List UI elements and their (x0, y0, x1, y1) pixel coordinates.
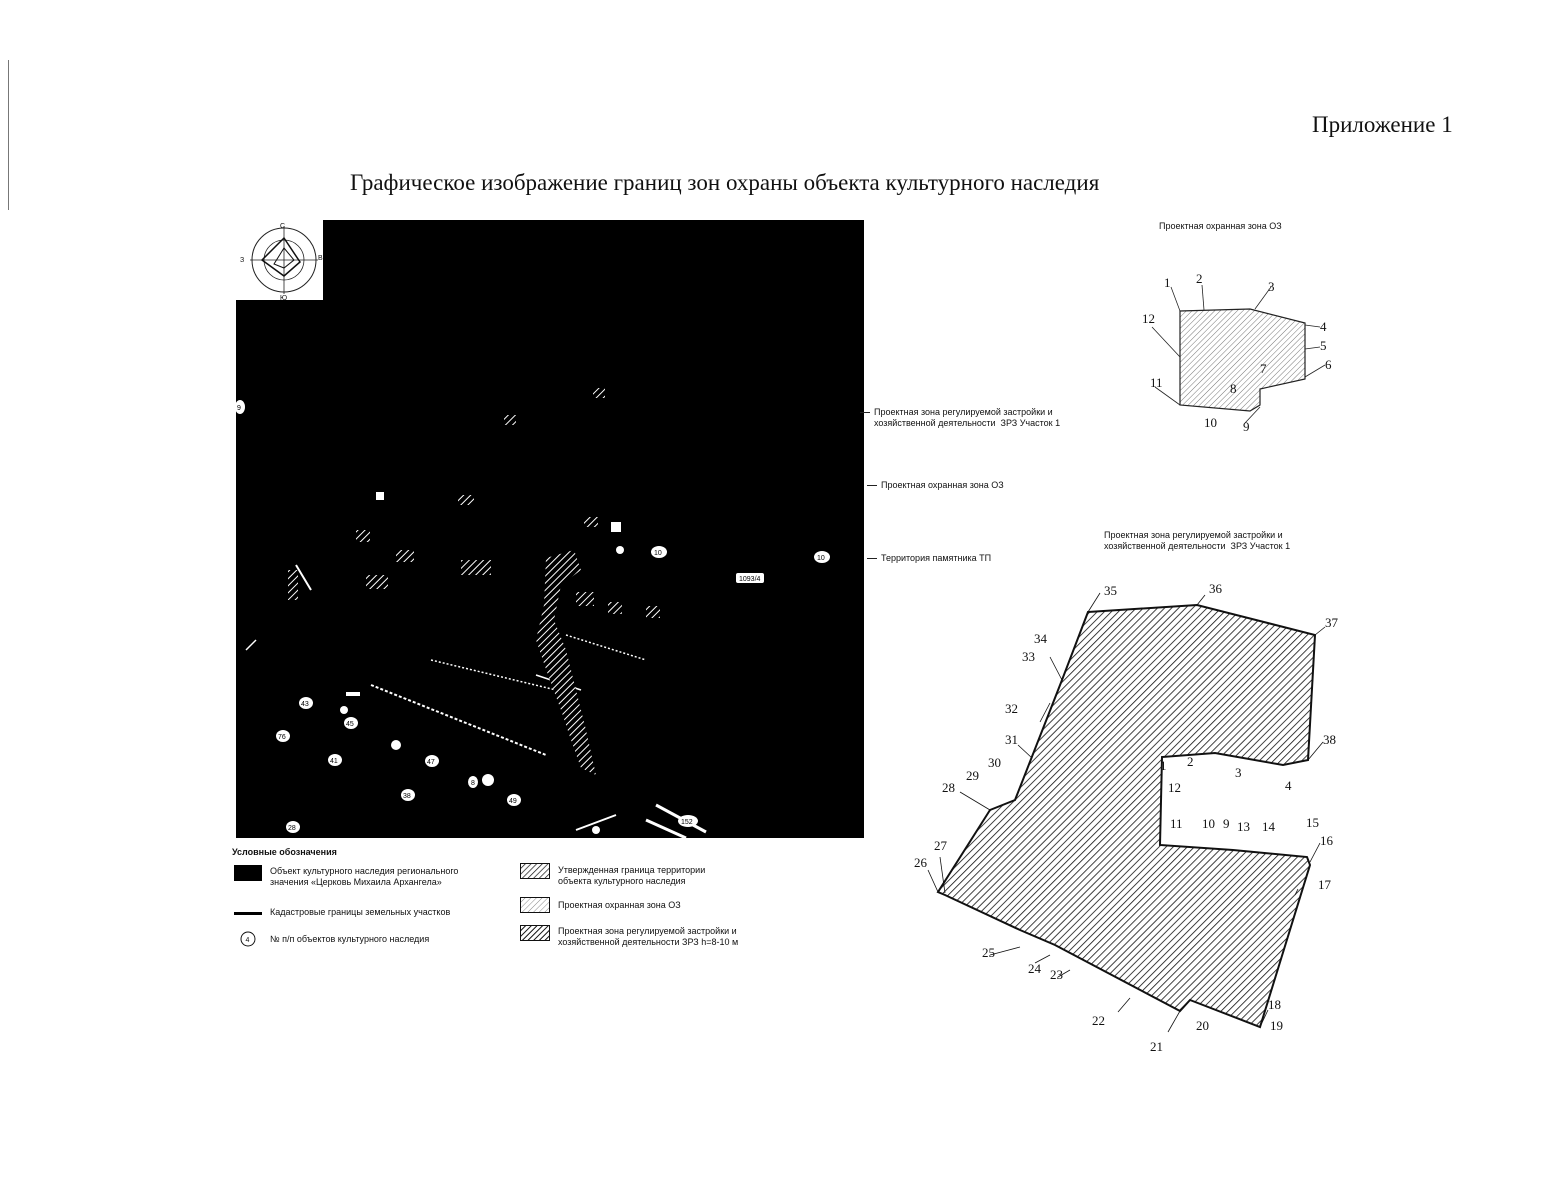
s1-point: 8 (1230, 381, 1237, 396)
s1-point: 4 (1320, 319, 1327, 334)
s2-point: 33 (1022, 649, 1035, 664)
page-title: Графическое изображение границ зон охраны объекта культурного наследия (350, 170, 1100, 195)
svg-text:45: 45 (346, 721, 354, 728)
callout-leader (860, 412, 870, 413)
callout-tp-text: Территория памятника ТП (881, 553, 992, 563)
s2-point: 25 (982, 945, 995, 960)
legend-number-label: № п/п объектов культурного наследия (270, 934, 430, 944)
svg-text:38: 38 (403, 793, 411, 800)
parcel-label (678, 815, 698, 827)
callout-oz (881, 480, 1004, 491)
appendix-label: Приложение 1 (1312, 112, 1453, 137)
legend-swatch-oz (520, 897, 550, 913)
legend-oz-label: Проектная охранная зона ОЗ (558, 900, 681, 910)
parcel-label (507, 794, 521, 806)
parcel-label (814, 551, 830, 563)
callout-leader (867, 558, 877, 559)
s2-point: 27 (934, 838, 947, 853)
compass-north: С (280, 223, 286, 230)
s2-point: 28 (942, 780, 955, 795)
s2-point: 1 (1160, 758, 1167, 773)
parcel-label (286, 821, 300, 833)
s1-point: 7 (1260, 361, 1267, 376)
s2-point: 24 (1028, 961, 1041, 976)
s2-point: 12 (1168, 780, 1181, 795)
legend-swatch-approved (520, 863, 550, 879)
oz-polygon (1180, 309, 1305, 411)
callout-zrz (874, 407, 1060, 429)
map-panel (236, 220, 864, 838)
parcel-label (401, 789, 415, 801)
compass-rose-icon (250, 226, 318, 294)
s2-point: 38 (1323, 732, 1336, 747)
s2-point: 21 (1150, 1039, 1163, 1054)
s1-point: 2 (1196, 271, 1203, 286)
parcel-label (344, 717, 358, 729)
compass-south: Ю (280, 295, 288, 302)
s2-point: 13 (1237, 819, 1250, 834)
s1-point: 12 (1142, 311, 1155, 326)
svg-text:9: 9 (237, 405, 241, 412)
schema2-diagram (900, 575, 1360, 1055)
s2-point: 30 (988, 755, 1001, 770)
s1-point: 1 (1164, 275, 1171, 290)
callout-oz-text: Проектная охранная зона ОЗ (881, 480, 1004, 490)
parcel-label (328, 754, 342, 766)
svg-text:41: 41 (330, 758, 338, 765)
legend (232, 845, 792, 965)
svg-text:1093/4: 1093/4 (739, 576, 761, 583)
compass-east: В (318, 255, 323, 262)
legend-object-label: Объект культурного наследия регионального значения «Церковь Михаила Архангела» (270, 866, 459, 887)
svg-text:4: 4 (245, 937, 250, 944)
s2-point: 34 (1034, 631, 1047, 646)
parcel-label (468, 776, 478, 788)
s2-point: 22 (1092, 1013, 1105, 1028)
schema2-title: Проектная зона регулируемой застройки и хозяйственной деятельности ЗРЗ Участок 1 (1104, 530, 1291, 551)
svg-text:10: 10 (817, 555, 825, 562)
s2-point: 4 (1285, 778, 1292, 793)
legend-title: Условные обозначения (232, 847, 337, 857)
s2-point: 31 (1005, 732, 1018, 747)
legend-swatch-object (234, 865, 262, 881)
s1-point: 3 (1268, 279, 1275, 294)
s2-point: 26 (914, 855, 927, 870)
svg-text:43: 43 (301, 701, 309, 708)
map-canvas (236, 220, 864, 838)
callout-zrz-text: Проектная зона регулируемой застройки и хозяйственной деятельности ЗРЗ Участок 1 (874, 407, 1061, 428)
legend-approved-label: Утвержденная граница территории объекта культурного наследия (558, 865, 706, 886)
legend-zrz-label: Проектная зона регулируемой застройки и хозяйственной деятельности ЗРЗ h=8-10 м (558, 926, 739, 947)
svg-text:152: 152 (681, 819, 693, 826)
s2-point: 10 (1202, 816, 1215, 831)
s2-point: 20 (1196, 1018, 1209, 1033)
svg-text:8: 8 (471, 780, 475, 787)
compass-west: З (240, 257, 245, 264)
s2-point: 35 (1104, 583, 1117, 598)
s2-point: 37 (1325, 615, 1338, 630)
schema1-diagram (1130, 265, 1350, 445)
svg-text:47: 47 (427, 759, 435, 766)
s2-point: 23 (1050, 967, 1063, 982)
s1-point: 6 (1325, 357, 1332, 372)
schema1-title: Проектная охранная зона ОЗ (1159, 221, 1282, 231)
svg-text:49: 49 (509, 798, 517, 805)
parcel-label (299, 697, 313, 709)
s1-point: 10 (1204, 415, 1217, 430)
map-background (236, 220, 864, 838)
parcel-label (736, 573, 764, 583)
zrz-polygon (938, 605, 1315, 1027)
svg-text:10: 10 (654, 550, 662, 557)
s2-point: 32 (1005, 701, 1018, 716)
parcel-label (276, 730, 290, 742)
s2-point: 17 (1318, 877, 1331, 892)
numbered-circle-icon (240, 931, 256, 947)
svg-text:28: 28 (288, 825, 296, 832)
s2-point: 2 (1187, 754, 1194, 769)
s2-point: 9 (1223, 816, 1230, 831)
legend-swatch-cadastral (234, 912, 262, 915)
parcel-label (651, 546, 667, 558)
scan-mark (8, 60, 9, 210)
s2-point: 29 (966, 768, 979, 783)
s2-point: 16 (1320, 833, 1333, 848)
legend-swatch-zrz (520, 925, 550, 941)
s2-point: 14 (1262, 819, 1275, 834)
s2-point: 18 (1268, 997, 1281, 1012)
s1-point: 9 (1243, 419, 1250, 434)
svg-text:76: 76 (278, 734, 286, 741)
s1-point: 5 (1320, 338, 1327, 353)
s2-point: 36 (1209, 581, 1222, 596)
parcel-label (425, 755, 439, 767)
s2-point: 15 (1306, 815, 1319, 830)
callout-tp (881, 553, 991, 564)
s1-point: 11 (1150, 375, 1163, 390)
s2-point: 11 (1170, 816, 1183, 831)
s2-point: 19 (1270, 1018, 1283, 1033)
legend-cadastral-label: Кадастровые границы земельных участков (270, 907, 451, 917)
s2-point: 3 (1235, 765, 1242, 780)
callout-leader (867, 485, 877, 486)
